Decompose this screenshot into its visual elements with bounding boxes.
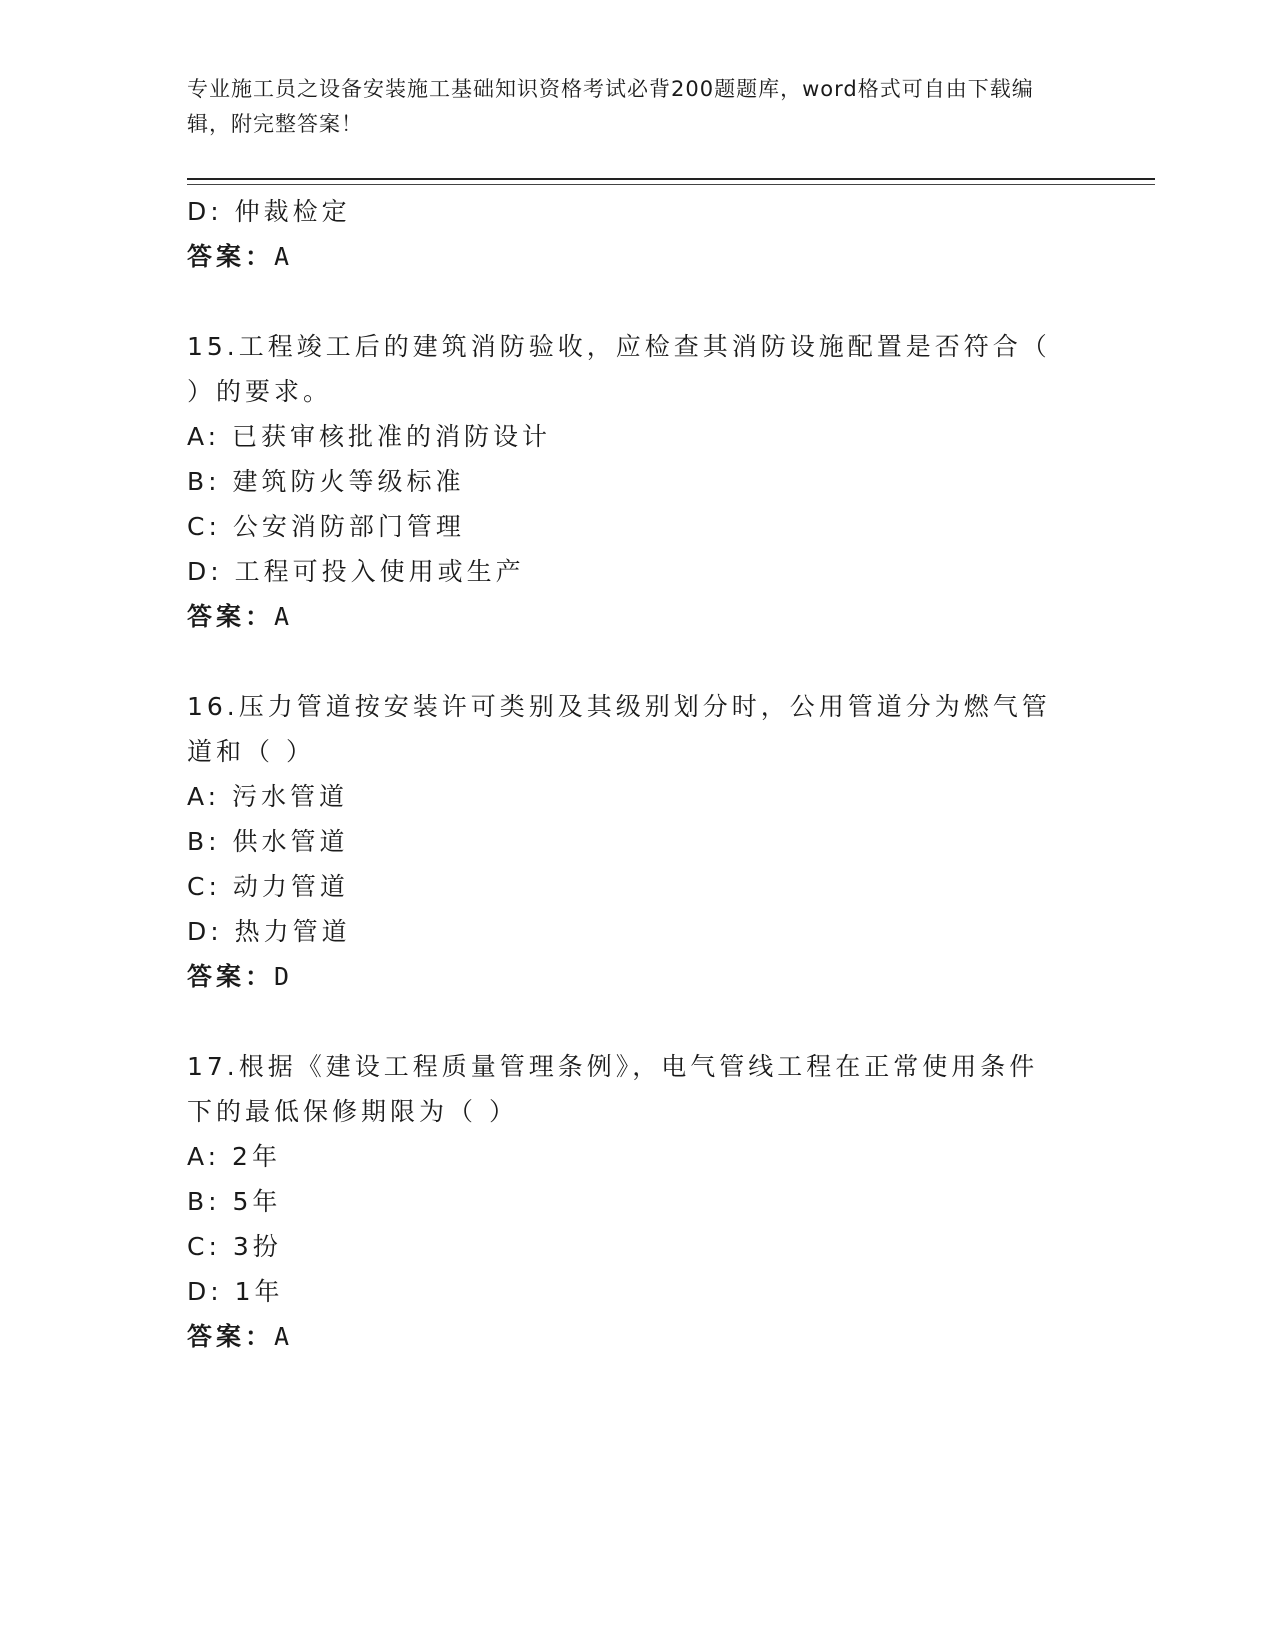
- option-c: C: 公安消防部门管理: [187, 512, 465, 541]
- question-answer: [187, 1314, 1087, 1360]
- answer-value: D: [274, 962, 294, 991]
- option-a: A: 2年: [187, 1142, 281, 1171]
- option-d: D: 1年: [187, 1277, 284, 1306]
- option-b: B: 5年: [187, 1187, 282, 1216]
- answer-value: A: [274, 242, 294, 271]
- question-stem: 17.根据《建设工程质量管理条例》，电气管线工程在正常使用条件下的最低保修期限为（ ）: [187, 1052, 1039, 1126]
- question-stem: 15.工程竣工后的建筑消防验收，应检查其消防设施配置是否符合（ ）的要求。: [187, 332, 1051, 406]
- question-16: [187, 684, 1087, 1000]
- option-d: D: 工程可投入使用或生产: [187, 557, 525, 586]
- question-stem: 16.压力管道按安装许可类别及其级别划分时，公用管道分为燃气管道和（ ）: [187, 692, 1051, 766]
- answer-label: 答案：: [187, 242, 275, 271]
- document-header: 专业施工员之设备安装施工基础知识资格考试必背200题题库，word格式可自由下载编辑，附完整答案！: [187, 77, 1034, 136]
- prev-question-answer: [187, 234, 1087, 280]
- option-c: C: 3扮: [187, 1232, 282, 1261]
- option-a: A: 已获审核批准的消防设计: [187, 422, 552, 451]
- option-b: B: 建筑防火等级标准: [187, 467, 465, 496]
- answer-label: 答案：: [187, 1322, 275, 1351]
- answer-value: A: [274, 1322, 294, 1351]
- answer-value: A: [274, 602, 294, 631]
- answer-label: 答案：: [187, 602, 275, 631]
- header-divider-thin: [187, 184, 1155, 185]
- option-a: A: 污水管道: [187, 782, 349, 811]
- option-c: C: 动力管道: [187, 872, 349, 901]
- question-15: [187, 324, 1087, 640]
- option-b: B: 供水管道: [187, 827, 349, 856]
- prev-question-option-d: D: 仲裁检定: [187, 197, 351, 226]
- option-d: D: 热力管道: [187, 917, 351, 946]
- question-answer: [187, 954, 1087, 1000]
- header-divider-thick: [187, 178, 1155, 180]
- question-answer: [187, 594, 1087, 640]
- question-list: [187, 189, 1087, 1360]
- question-17: [187, 1044, 1087, 1360]
- answer-label: 答案：: [187, 962, 275, 991]
